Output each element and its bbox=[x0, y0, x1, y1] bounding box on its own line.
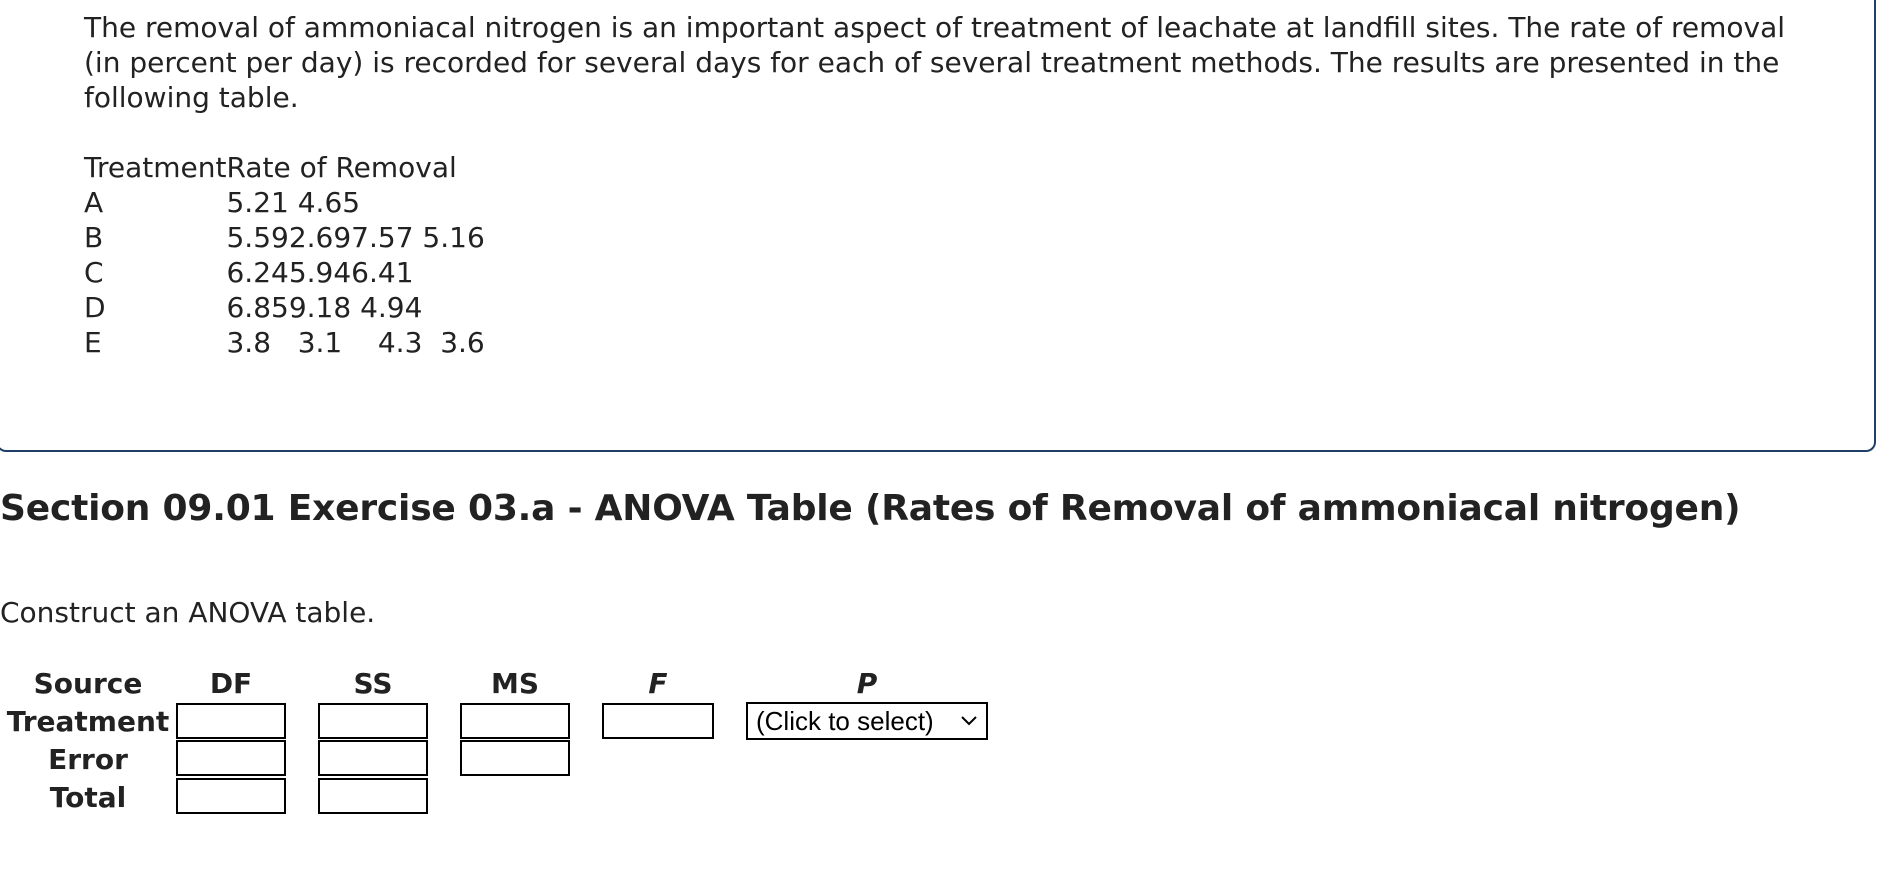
spacer bbox=[286, 740, 318, 778]
rate-value: 4.94 bbox=[360, 291, 423, 324]
header-ss: SS bbox=[353, 666, 393, 700]
rate-values bbox=[226, 220, 484, 255]
cell bbox=[602, 740, 714, 778]
spacer bbox=[714, 778, 746, 816]
treatment-ss-input[interactable] bbox=[318, 703, 428, 739]
p-value-select[interactable] bbox=[746, 702, 988, 740]
spacer bbox=[570, 664, 602, 702]
table-row bbox=[84, 255, 485, 290]
treatment-label: E bbox=[84, 326, 102, 359]
rate-value: 7.57 bbox=[351, 221, 414, 254]
cell bbox=[318, 778, 428, 816]
total-df-input[interactable] bbox=[176, 778, 286, 814]
anova-header-row bbox=[0, 664, 988, 702]
spacer bbox=[570, 778, 602, 816]
spacer bbox=[428, 740, 460, 778]
spacer bbox=[714, 702, 746, 740]
treatment-label: A bbox=[84, 186, 104, 219]
rate-values bbox=[226, 290, 484, 325]
rate-value: 9.18 bbox=[288, 291, 352, 324]
row-label-error: Error bbox=[48, 742, 128, 776]
section-title: Section 09.01 Exercise 03.a - ANOVA Table (Rates of Removal of ammoniacal nitrogen) bbox=[0, 488, 1741, 529]
cell bbox=[318, 740, 428, 778]
rate-value: 6.85 bbox=[226, 291, 289, 324]
table-row bbox=[84, 290, 485, 325]
spacer bbox=[428, 702, 460, 740]
rate-value: 5.21 bbox=[226, 186, 289, 219]
treatment-df-input[interactable] bbox=[176, 703, 286, 739]
anova-row-error bbox=[0, 740, 988, 778]
rate-value: 2.69 bbox=[288, 221, 352, 254]
header-f: F bbox=[648, 666, 668, 700]
p-select-value: (Click to select) bbox=[756, 705, 934, 736]
data-table-header bbox=[84, 150, 485, 185]
cell bbox=[460, 740, 570, 778]
header-rate: Rate of Removal bbox=[226, 151, 457, 184]
spacer bbox=[570, 740, 602, 778]
spacer bbox=[714, 664, 746, 702]
cell bbox=[460, 702, 570, 740]
cell bbox=[176, 778, 286, 816]
cell bbox=[318, 702, 428, 740]
rate-value: 4.65 bbox=[297, 186, 361, 219]
instruction-text: Construct an ANOVA table. bbox=[0, 596, 376, 629]
rate-value: 3.6 bbox=[440, 326, 485, 359]
treatment-label: C bbox=[84, 256, 104, 289]
table-row bbox=[84, 220, 485, 255]
header-source: Source bbox=[33, 666, 143, 700]
treatment-f-input[interactable] bbox=[602, 703, 714, 739]
rate-value: 4.3 bbox=[377, 326, 423, 359]
spacer bbox=[570, 702, 602, 740]
row-label-total: Total bbox=[49, 780, 127, 814]
error-ss-input[interactable] bbox=[318, 740, 428, 776]
header-df: DF bbox=[209, 666, 253, 700]
rate-value: 3.8 bbox=[226, 326, 272, 359]
spacer bbox=[286, 664, 318, 702]
rate-value: 5.94 bbox=[288, 256, 352, 289]
cell bbox=[746, 778, 988, 816]
spacer bbox=[286, 702, 318, 740]
error-df-input[interactable] bbox=[176, 740, 286, 776]
chevron-down-icon bbox=[960, 711, 978, 732]
cell bbox=[176, 702, 286, 740]
rate-value: 5.16 bbox=[422, 221, 485, 254]
cell bbox=[746, 740, 988, 778]
rate-values bbox=[226, 325, 484, 360]
rate-value: 5.59 bbox=[226, 221, 289, 254]
cell bbox=[460, 778, 570, 816]
anova-row-total bbox=[0, 778, 988, 816]
spacer bbox=[428, 778, 460, 816]
header-p: P bbox=[856, 666, 878, 700]
cell bbox=[746, 702, 988, 740]
rate-value: 6.24 bbox=[226, 256, 289, 289]
spacer bbox=[714, 740, 746, 778]
spacer bbox=[286, 778, 318, 816]
rate-values bbox=[226, 255, 484, 290]
row-label-treatment: Treatment bbox=[6, 704, 170, 738]
rate-value: 6.41 bbox=[351, 256, 414, 289]
header-ms: MS bbox=[490, 666, 540, 700]
anova-table bbox=[0, 664, 988, 816]
cell bbox=[602, 778, 714, 816]
anova-row-treatment bbox=[0, 702, 988, 740]
total-ss-input[interactable] bbox=[318, 778, 428, 814]
treatment-ms-input[interactable] bbox=[460, 703, 570, 739]
rate-value: 3.1 bbox=[297, 326, 343, 359]
table-row bbox=[84, 325, 485, 360]
table-row bbox=[84, 185, 485, 220]
rate-values bbox=[226, 185, 484, 220]
error-ms-input[interactable] bbox=[460, 740, 570, 776]
header-treatment: Treatment bbox=[84, 151, 227, 184]
prompt-text: The removal of ammoniacal nitrogen is an important aspect of treatment of leachate at landfill sites. The rate of removal (in percent per day) is recorded for several days for each of several treatment methods. The results are presented in the following table. bbox=[84, 11, 1785, 114]
treatment-label: D bbox=[84, 291, 106, 324]
removal-data-table bbox=[84, 150, 485, 360]
cell bbox=[602, 702, 714, 740]
spacer bbox=[428, 664, 460, 702]
treatment-label: B bbox=[84, 221, 104, 254]
cell bbox=[176, 740, 286, 778]
